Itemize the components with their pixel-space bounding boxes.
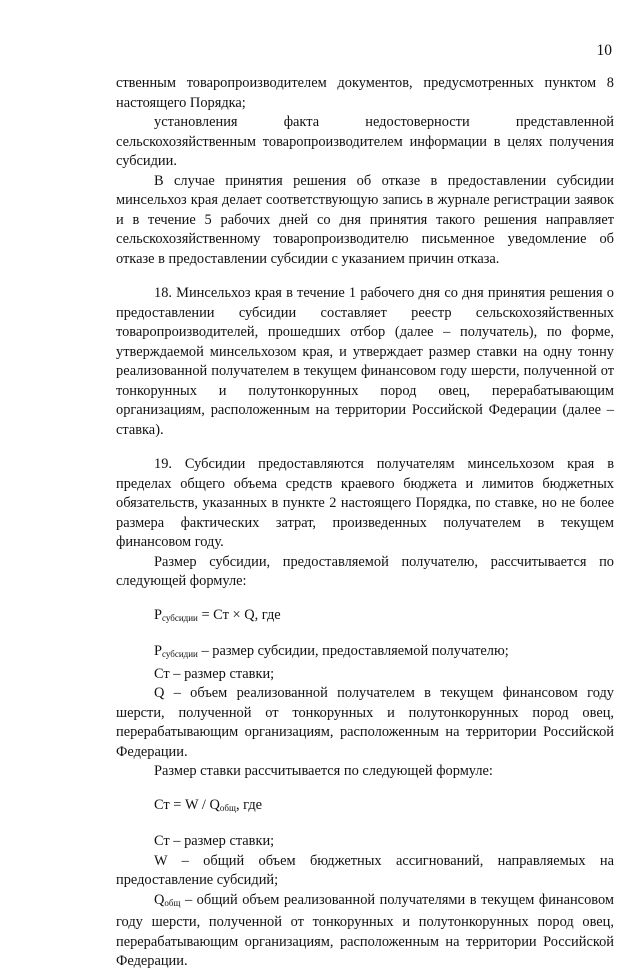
paragraph-19: 19. Субсидии предоставляются получателям минсельхозом края в пределах общего объема средств краевого бюджета и лимитов бюджетных обязательств, указанных в пункте 2 настоящего Порядка, по ставке, но не более размера фактических затрат, произведенных получателем в текущем финансовом году. (116, 456, 614, 550)
formula-subsidy-lhs-subscript: субсидии (162, 612, 198, 623)
paragraph-subsidy-size: Размер субсидии, предоставляемой получателю, рассчитывается по следующей формуле: (116, 553, 614, 589)
paragraph-refusal: В случае принятия решения об отказе в предоставлении субсидии минсельхоз края делает соответствующую запись в журнале регистрации заявок и в течение 5 рабочих дней со дня принятия такого решения направляет сельскохозяйственному товаропроизводителю письменное уведомление об отказе в предоставлении субсидии с указанием причин отказа. (116, 172, 614, 267)
definition-p-subsidy: $Р_{субсидии}$ – размер субсидии, предоставляемой получателю; (154, 643, 509, 659)
formula-subsidy-lhs: Р (154, 606, 163, 623)
definition-st: Ст – размер ставки; (154, 665, 275, 682)
formula-subsidy (116, 606, 614, 629)
definition-q-total: $Q_{общ}$ – общий объем реализованной получателями в текущем финансовом году шерсти, полученной от тонкорунных и полутонкорунных пород овец, перерабатывающим организациям, расположенным на территории Российской Федерации. (116, 891, 614, 969)
paragraph-rate-formula-intro: Размер ставки рассчитывается по следующей формуле: (154, 763, 493, 779)
paragraph-continuation: ственным товаропроизводителем документов, предусмотренных пунктом 8 настоящего Порядка; (116, 75, 614, 111)
formula-rate: Ст = W / $Q_{общ}$, где (154, 796, 263, 813)
definition-q: Q – объем реализованной получателем в текущем финансовом году шерсти, полученной от тонкорунных и полутонкорунных пород овец, перерабатывающим организациям, расположенным на территории Российской Федерации. (116, 685, 614, 760)
definition-st-2: Ст – размер ставки; (154, 833, 275, 849)
page-number: 10 (596, 42, 612, 59)
paragraph-false-info: установления факта недостоверности представленной сельскохозяйственным товаропроизводителем информации в целях получения субсидии. (116, 114, 614, 169)
document-body (116, 74, 614, 972)
formula-subsidy-rhs: = Ст × Q, где (197, 606, 281, 623)
paragraph-18: 18. Минсельхоз края в течение 1 рабочего дня со дня принятия решения о предоставлении субсидии составляет реестр сельскохозяйственных товаропроизводителей, прошедших отбор (далее – получатель), по форме, утверждаемой минсельхозом края, и утверждает размер ставки на одну тонну реализованной получателем в текущем финансовом году шерсти, полученной от тонкорунных и полутонкорунных пород овец, перерабатывающим организациям, расположенным на территории Российской Федерации (далее – ставка). (116, 285, 614, 438)
definition-w: W – общий объем бюджетных ассигнований, направляемых на предоставление субсидий; (116, 852, 614, 888)
